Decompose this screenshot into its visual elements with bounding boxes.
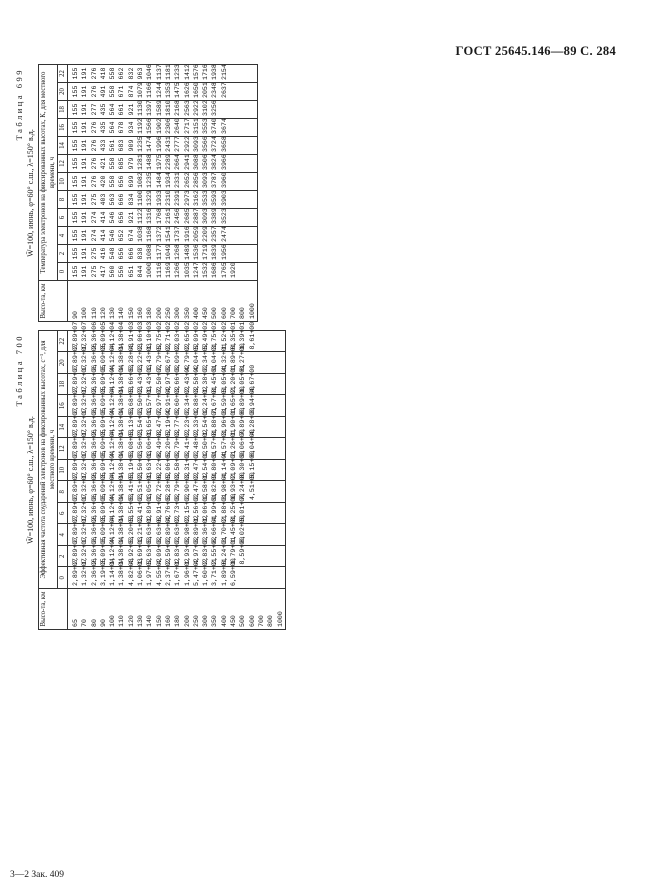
time-column-header: 22: [58, 65, 68, 83]
data-column-cell: 155 191 274 414 546 656 921 1122 1316 1768 2161 2456 2685 2887 3093 3389 3523: [68, 209, 258, 227]
time-column-header: 22: [58, 331, 68, 353]
height-values-cell: 65 70 80 90 100 110 120 130 140 150 160 180 200 250 300 350 400 450 500 600 700 800 1000: [68, 589, 286, 630]
time-column-header: 12: [58, 438, 68, 460]
data-column-cell: 155 191 276 433 561 683 909 1235 1474 1996 2431 2777 2922 3093 3566 3724 3658: [68, 137, 258, 155]
table700-rotated-content: [14, 321, 614, 630]
time-column-header: 4: [58, 227, 68, 245]
time-column-header: 8: [58, 481, 68, 503]
data-column-cell: 155 191 274 414 546 652 674 1038 1168 1372 1541 1737 1916 2059 2209 2357 2474: [68, 227, 258, 245]
data-column-cell: 2,89+07 1,32+07 2,36+06 3,09+05 4,12+04 1,38+04 5,41+03 2,51+03 1,05+03 7,72+02 5,28+02 3,79+02 2,90+02 2,47+02 1,58+02 9,82+01 3,98+01 1,93+01 7,24+00 4,51+00: [68, 481, 286, 503]
data-column-cell: 2,89+07 1,32+07 2,36+06 3,09+05 4,12+04 1,38+04 5,19+03 2,50+03 1,63+03 6,22+02 5,06+02 3,58+02 3,31+02 2,47+02 1,54+02 9,80+01 4,14+01 2,09+01 8,30+00 5,15+00: [68, 460, 286, 482]
data-column-cell: 155 191 276 491 558 671 874 1079 1166 1244 1353 1475 1626 1650 2051 2348 2637: [68, 83, 258, 101]
data-column-cell: 155 191 276 421 558 685 979 1281 1488 1975 2289 2664 2941 3088 3506 3824 3966: [68, 155, 258, 173]
data-column-cell: 2,89+07 1,32+07 2,36+06 3,09+05 4,12+04 1,38+04 5,20+03 1,21+03 5,63+02 3,63+02 2,89+02 2,63+02 3,98+02 3,89+02 2,36+02 8,66+01 3,70+01 1,45+01 8,02+00: [68, 524, 286, 546]
data-column-cell: 2,89+07 1,32+07 2,36+06 3,09+05 4,12+04 1,38+04 5,08+03 2,56+03 1,06+03 8,49+02 5,20+02 3,79+02 3,41+02 2,48+02 1,50+02 9,57+01 4,57+01 2,26+01 9,06+00 6,04+00: [68, 438, 286, 460]
data-column-cell: 2,89+07 1,32+07 2,36+06 3,09+05 4,12+04 1,38+04 4,91+03 2,06+03 1,10+03 5,75+02 2,71+02 2,03+02 2,65+02 5,09+02 5,49+02 3,75+02 1,52+02 6,35+01 1,39+01 8,61+00: [68, 331, 286, 353]
time-column-header: 18: [58, 374, 68, 396]
time-column-header: 12: [58, 155, 68, 173]
table-699: [14, 64, 614, 322]
time-column-header: 14: [58, 137, 68, 155]
height-values-cell: 90 100 110 120 130 140 150 160 180 200 250 300 350 400 450 500 600 700 800 1000: [68, 281, 258, 322]
data-column-cell: 155 191 275 417 560 556 651 844 1000 1116 1169 1266 1035 1247 1532 1686 1765 1920: [68, 263, 258, 281]
table700-grid: [38, 321, 286, 630]
time-column-header: 14: [58, 417, 68, 439]
table-parameters-title: W̄=100, июнь, φ=60° с.ш., λ=150° в.д.: [26, 129, 35, 257]
table-700: [14, 321, 614, 630]
table-parameters-title: W̄=100, июнь, φ=60° с.ш., λ=150° в.д.: [26, 416, 35, 544]
table-label: Таблица 699: [14, 68, 24, 141]
data-column-cell: 2,89+07 1,32+07 2,36+06 3,09+05 4,12+04 1,38+04 5,28+03 2,22+03 1,43+03 7,79+02 3,67+02 3,09+02 4,79+02 4,04+02 2,34+02 9,04+01 4,32+01 1,89+01 6,27+00: [68, 352, 286, 374]
time-column-header: 18: [58, 101, 68, 119]
page-header: ГОСТ 25645.146—89 С. 284: [455, 44, 616, 58]
data-column-cell: 2,89+07 1,32+07 2,36+06 3,09+05 4,12+04 1,38+04 5,55+03 2,41+03 1,89+03 6,91+02 4,76+02 2,73+02 2,15+02 1,56+02 1,06+02 4,99+01 2,88+01 8,25+00 5,01+00: [68, 503, 286, 525]
data-column-cell: 155 191 275 403 563 666 834 1100 1329 1933 2310 2391 2973 3162 3533 3593 3903: [68, 191, 258, 209]
time-column-header: 8: [58, 191, 68, 209]
group-column-header: Температура электронов на фиксированных высотах, К, для местного времени, ч: [39, 65, 58, 281]
table699-grid: [38, 64, 258, 322]
table699-section: [16, 64, 258, 322]
time-column-header: 10: [58, 173, 68, 191]
time-column-header: 20: [58, 352, 68, 374]
height-column-header: Высо-та, км: [39, 281, 68, 322]
time-column-header: 0: [58, 567, 68, 589]
data-column-cell: 2,89+07 1,32+07 2,36+06 3,09+05 4,12+04 1,38+04 5,68+03 2,50+03 1,57+03 7,97+02 4,91+02 3,60+02 2,34+02 1,88+02 1,24+02 7,67+01 3,59+01 1,65+01 6,89+00 3,94+00: [68, 395, 286, 417]
time-column-header: 4: [58, 524, 68, 546]
table699-rotated-content: [14, 64, 614, 322]
time-column-header: 2: [58, 245, 68, 263]
page-footer: 3—2 Зак. 409: [10, 870, 64, 880]
data-column-cell: 155 191 276 418 558 662 832 963 1046 1137 1181 1233 1412 1576 1716 1938 2154: [68, 65, 258, 83]
time-column-header: 20: [58, 83, 68, 101]
height-column-header: Высо-та, км: [39, 589, 68, 630]
time-column-header: 0: [58, 263, 68, 281]
group-column-header: Эффективная частота соударений электронов на фиксированных высотах, с⁻¹, для местного времени, ч: [39, 331, 58, 589]
data-column-cell: 155 191 276 420 558 656 699 1082 1235 1484 1934 2331 2652 2856 3093 3787 3960: [68, 173, 258, 191]
time-column-header: 6: [58, 209, 68, 227]
data-column-cell: 2,89+07 1,32+07 2,36+06 3,09+05 1,12+04 1,38+04 4,92+03 1,69+03 5,63+03 4,09+02 2,59+02 1,83+02 1,93+02 4,97+02 2,83+02 2,55+02 6,24+01 1,79+01 8,59+00: [68, 546, 286, 568]
data-column-cell: 2,89+07 1,32+07 2,36+06 3,09+05 4,12+04 1,38+04 5,66+03 2,43+03 1,43+03 7,50+02 4,97+02 3,66+02 2,43+02 3,58+02 1,38+02 8,45+01 5,05+01 2,20+01 1,05+01 4,67+00: [68, 374, 286, 396]
time-column-header: 2: [58, 546, 68, 568]
data-column-cell: 155 191 277 435 564 661 921 1130 1397 1589 1810 2168 2563 2922 3102 3256: [68, 101, 258, 119]
time-column-header: 16: [58, 395, 68, 417]
data-column-cell: 2,89+07 1,32+07 2,36+06 3,09+05 4,12+04 1,38+04 5,13+03 2,54+03 1,65+03 8,47+02 5,19+02 3,77+02 2,23+02 2,33+02 1,54+02 8,88+01 3,96+01 1,90+01 7,89+00 4,28+00: [68, 417, 286, 439]
data-column-cell: 2,89+07 1,32+07 2,36+06 3,19+05 1,14+04 1,38+04 4,82+03 1,06+03 1,97+02 4,55+02 2,37+02 1,67+02 1,96+02 5,47+02 1,60+02 3,71+01 1,89+01 6,59+00: [68, 567, 286, 589]
data-column-cell: 155 191 275 416 548 656 666 838 1088 1177 1049 1268 1489 1536 1719 1839 1956: [68, 245, 258, 263]
table700-section: [14, 321, 286, 630]
time-column-header: 6: [58, 503, 68, 525]
table-label: Таблица 700: [14, 334, 24, 407]
time-column-header: 16: [58, 119, 68, 137]
time-column-header: 10: [58, 460, 68, 482]
data-column-cell: 155 191 276 435 564 678 934 1192 1566 1902 2306 2640 2717 3151 3553 3740 3674: [68, 119, 258, 137]
